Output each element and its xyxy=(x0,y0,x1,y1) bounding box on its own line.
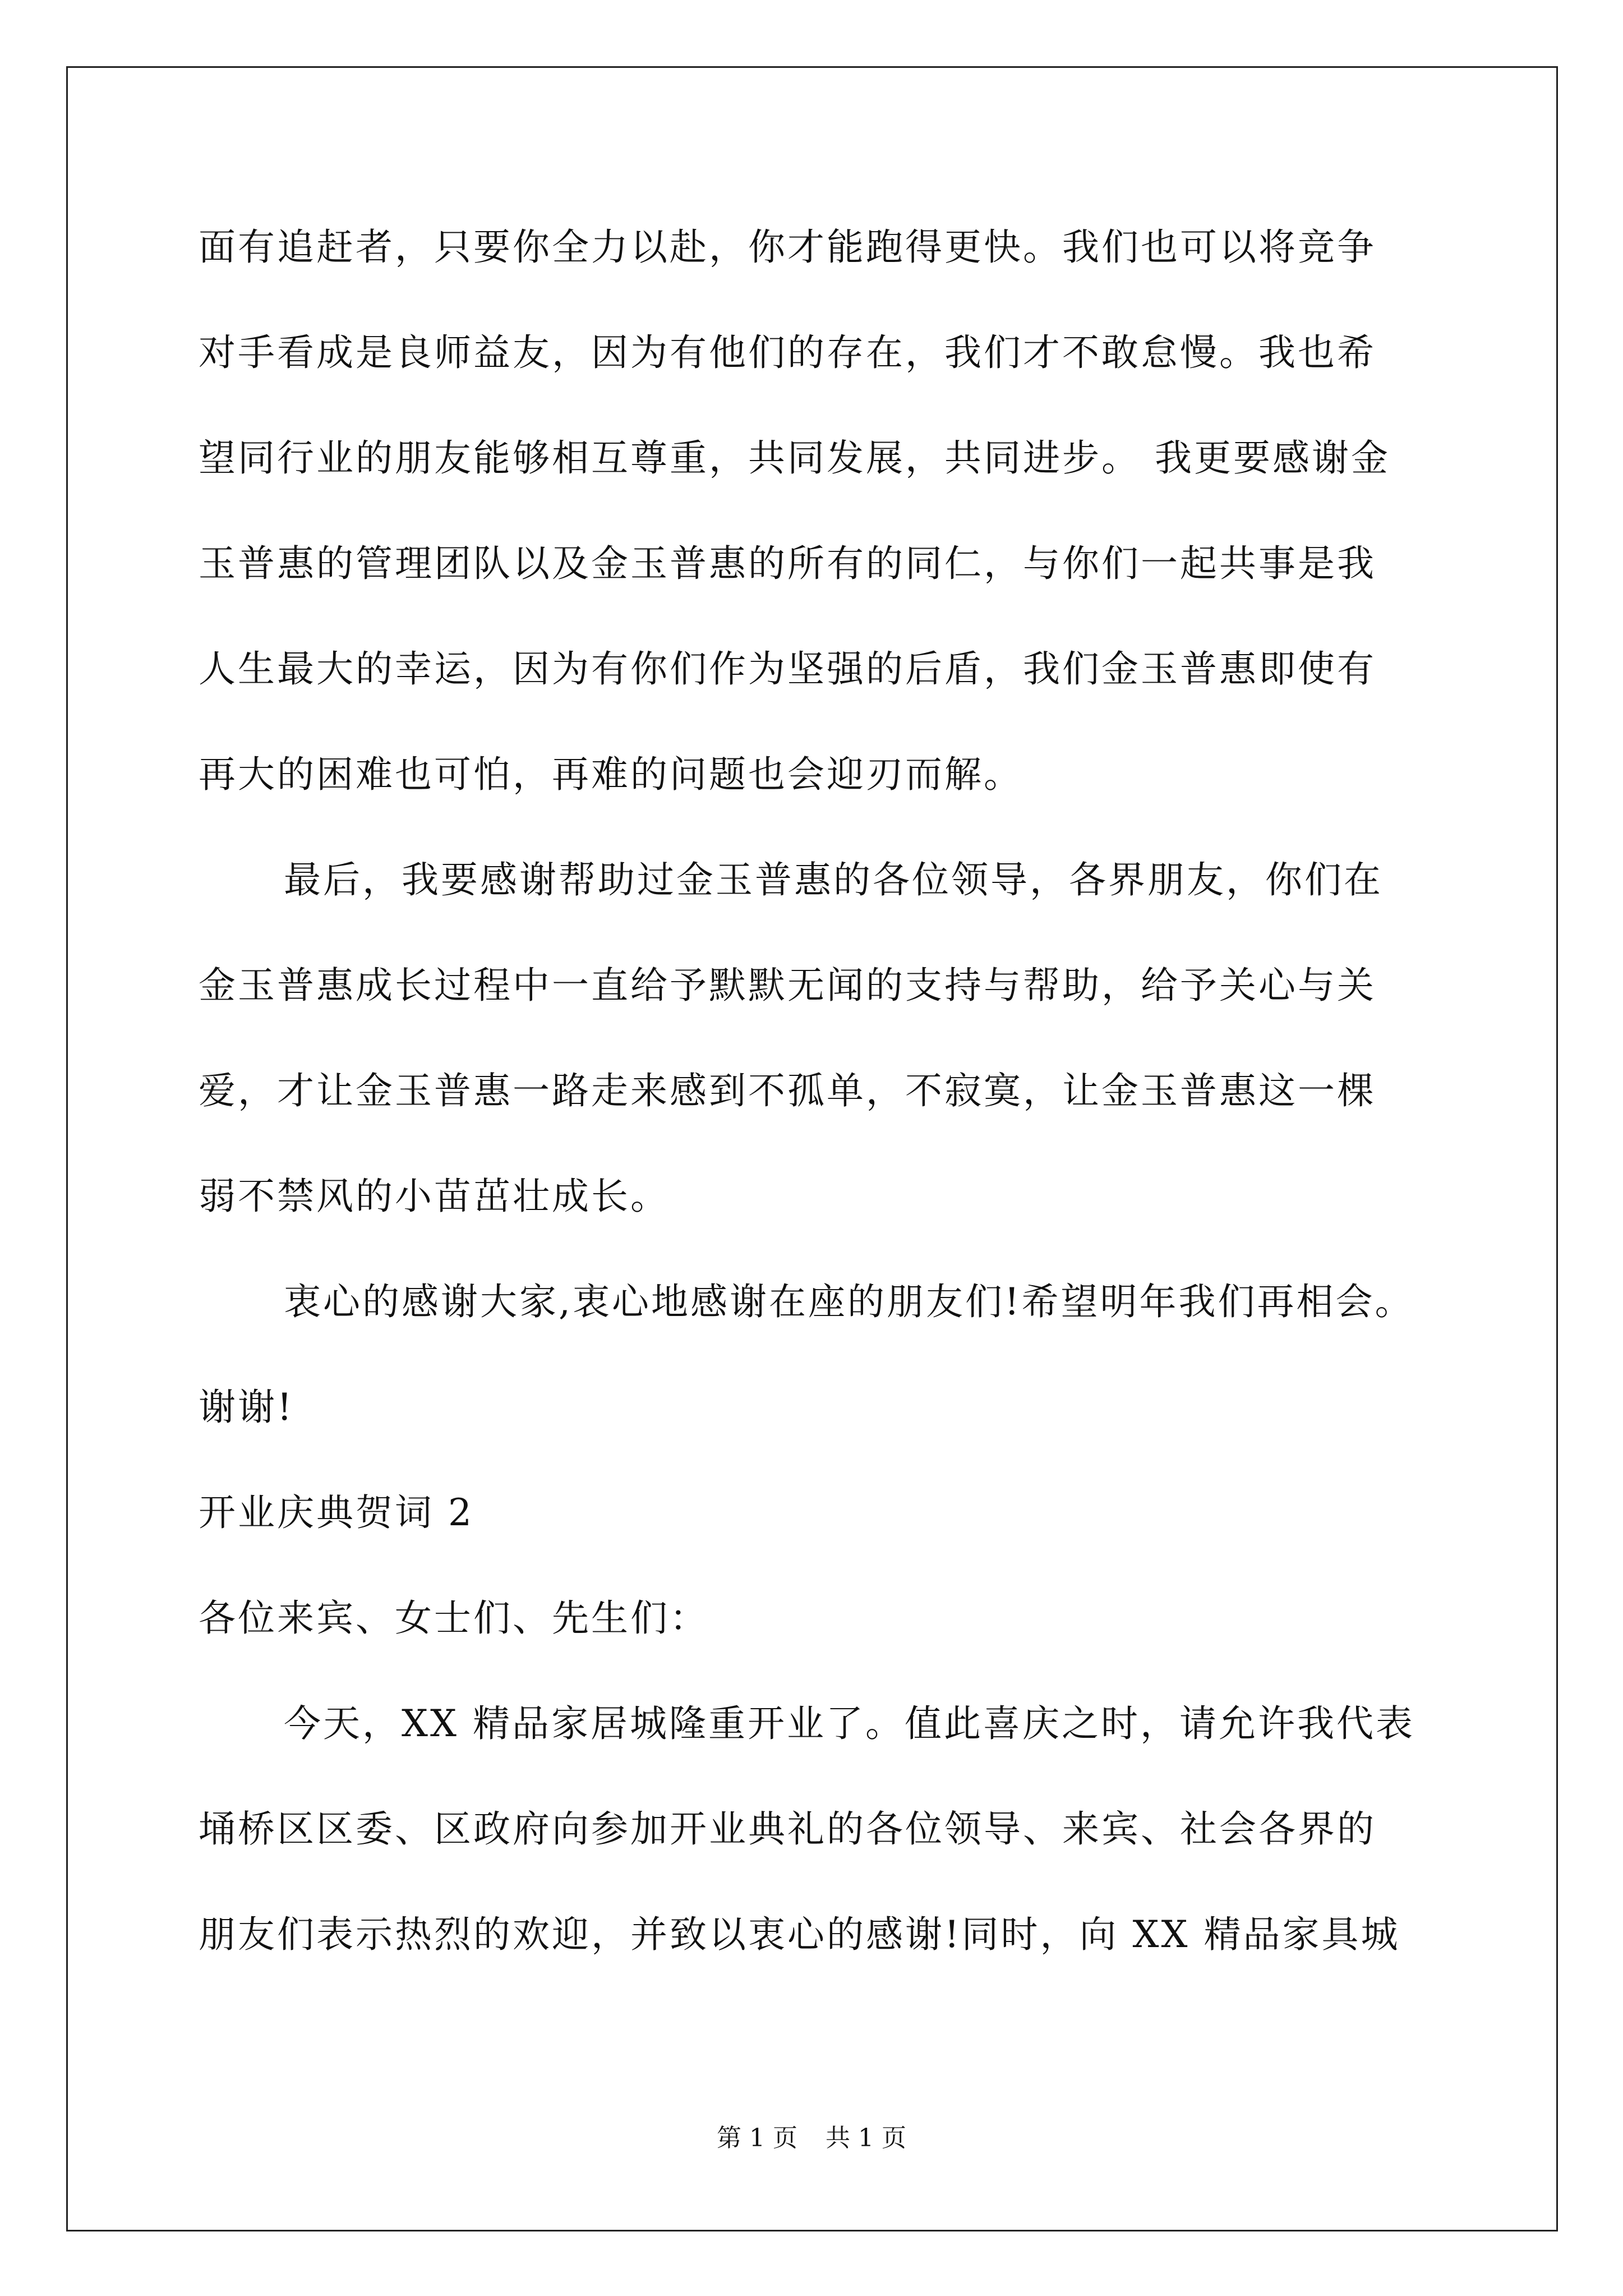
page-number: 第 1 页 xyxy=(717,2124,797,2152)
page-footer xyxy=(0,2126,1623,2151)
body-line-7: 最后，我要感谢帮助过金玉普惠的各位领导，各界朋友，你们在 xyxy=(284,858,1383,901)
section-heading: 开业庆典贺词 2 xyxy=(199,1491,474,1534)
page-total: 共 1 页 xyxy=(826,2124,906,2152)
body-line-8: 金玉普惠成长过程中一直给予默默无闻的支持与帮助，给予关心与关 xyxy=(199,964,1376,1007)
body-line-12: 谢谢! xyxy=(199,1386,294,1429)
body-line-15: 今天，XX 精品家居城隆重开业了。值此喜庆之时，请允许我代表 xyxy=(284,1702,1415,1745)
body-line-2: 对手看成是良师益友，因为有他们的存在，我们才不敢怠慢。我也希 xyxy=(199,331,1376,374)
body-line-4: 玉普惠的管理团队以及金玉普惠的所有的同仁，与你们一起共事是我 xyxy=(199,542,1376,585)
body-line-11: 衷心的感谢大家,衷心地感谢在座的朋友们!希望明年我们再相会。 xyxy=(284,1280,1414,1323)
body-line-1: 面有追赶者，只要你全力以赴，你才能跑得更快。我们也可以将竞争 xyxy=(199,226,1376,269)
page-border xyxy=(66,66,1558,2231)
body-line-5: 人生最大的幸运，因为有你们作为坚强的后盾，我们金玉普惠即使有 xyxy=(199,647,1376,691)
body-line-17: 朋友们表示热烈的欢迎，并致以衷心的感谢!同时，向 XX 精品家具城 xyxy=(199,1913,1400,1956)
salutation-line: 各位来宾、女士们、先生们： xyxy=(199,1596,709,1640)
body-line-16: 埇桥区区委、区政府向参加开业典礼的各位领导、来宾、社会各界的 xyxy=(199,1807,1376,1851)
body-line-6: 再大的困难也可怕，再难的问题也会迎刃而解。 xyxy=(199,753,1023,796)
body-line-9: 爱，才让金玉普惠一路走来感到不孤单，不寂寞，让金玉普惠这一棵 xyxy=(199,1069,1376,1112)
body-line-3: 望同行业的朋友能够相互尊重，共同发展，共同进步。 我更要感谢金 xyxy=(199,436,1390,480)
body-line-10: 弱不禁风的小苗茁壮成长。 xyxy=(199,1175,670,1218)
